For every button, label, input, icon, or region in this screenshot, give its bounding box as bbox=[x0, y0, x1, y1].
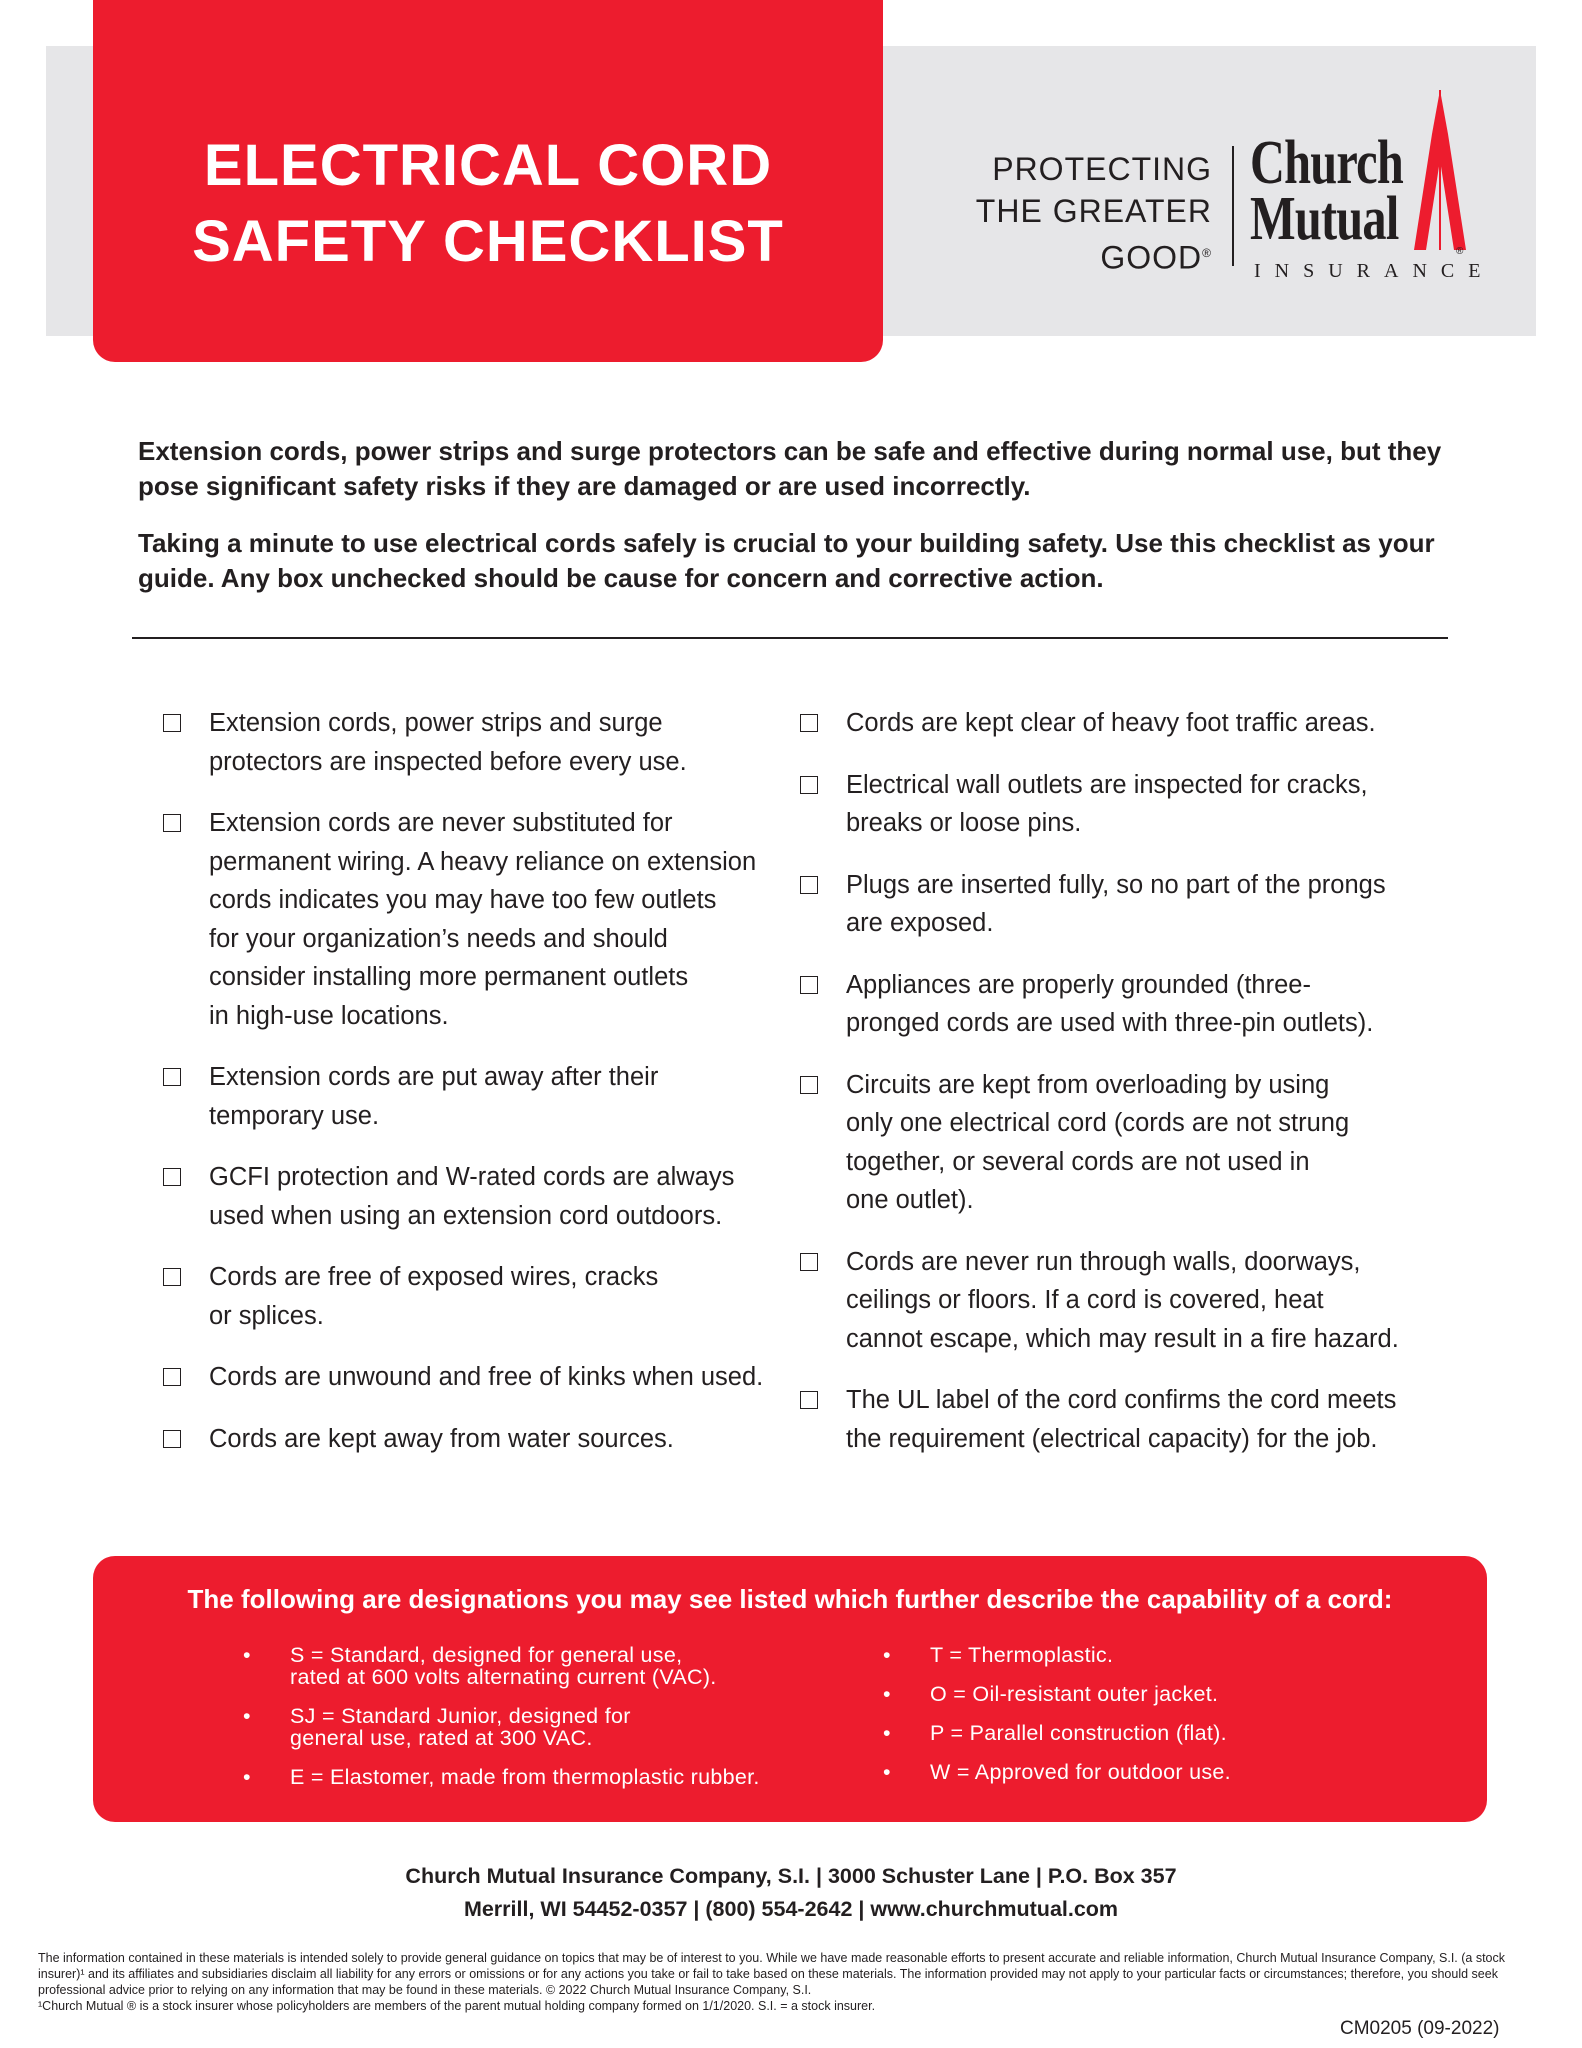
checklist-item-line: Plugs are inserted fully, so no part of the prongs bbox=[846, 870, 1386, 899]
checklist-item-line: cannot escape, which may result in a fire hazard. bbox=[846, 1324, 1399, 1353]
checklist-item bbox=[163, 704, 783, 781]
logo-divider bbox=[1232, 146, 1234, 266]
logo-reg-mark: ® bbox=[1456, 246, 1464, 257]
checklist-item-line: Extension cords are put away after their bbox=[209, 1063, 659, 1091]
checklist-item-line: in high-use locations. bbox=[209, 1001, 449, 1030]
designation-line: O = Oil-resistant outer jacket. bbox=[930, 1682, 1219, 1706]
tagline-line-3 bbox=[950, 232, 1212, 279]
checklist-item-line: are exposed. bbox=[846, 909, 994, 937]
checkbox[interactable] bbox=[800, 1253, 818, 1271]
checklist-item-line: GCFI protection and W-rated cords are always bbox=[209, 1163, 735, 1191]
checklist-item bbox=[800, 1066, 1460, 1220]
tagline-reg-mark: ® bbox=[1202, 246, 1212, 260]
church-mutual-logo bbox=[1250, 90, 1495, 290]
checklist-item bbox=[800, 966, 1460, 1043]
checklist-item bbox=[163, 1158, 783, 1235]
title-banner bbox=[93, 0, 883, 362]
tagline-line-3-text: GOOD bbox=[1100, 239, 1203, 276]
bullet-icon: • bbox=[883, 1760, 891, 1784]
address-line-1: Church Mutual Insurance Company, S.I. | 3000 Schuster Lane | P.O. Box 357 bbox=[405, 1864, 1177, 1888]
designation-line: S = Standard, designed for general use, bbox=[290, 1643, 683, 1667]
checkbox[interactable] bbox=[163, 714, 181, 732]
disclaimer-main: The information contained in these materials is intended solely to provide general guidance on topics that may be of interest to you. While we have made reasonable efforts to present accurate and reliable information, Church Mutual Insurance Company, S.I. (a stock insurer)¹ and its affiliates and subsidiaries disclaim all liability for any errors or omissions or for any actions you take or fail to take based on these materials. The information provided may not apply to your particular facts or circumstances; therefore, you should seek professional advice prior to relying on any information that may be found in these materials. © 2022 Church Mutual Insurance Company, S.I. bbox=[38, 1951, 1506, 1997]
bullet-icon: • bbox=[243, 1643, 251, 1667]
tagline-line-2: THE GREATER bbox=[975, 193, 1212, 229]
checkbox[interactable] bbox=[800, 1076, 818, 1094]
intro-paragraph-1: Extension cords, power strips and surge protectors can be safe and effective during normal use, but they pose significant safety risks if they are damaged or are used incorrectly. bbox=[138, 436, 1442, 501]
checklist-item-line: used when using an extension cord outdoors. bbox=[209, 1201, 723, 1230]
checklist-item bbox=[800, 866, 1460, 943]
designations-right-list bbox=[883, 1644, 1383, 1800]
designation-line: T = Thermoplastic. bbox=[930, 1643, 1114, 1667]
checkbox[interactable] bbox=[163, 1430, 181, 1448]
checklist-item-line: The UL label of the cord confirms the cord meets bbox=[846, 1386, 1397, 1414]
checklist-item-line: Circuits are kept from overloading by using bbox=[846, 1070, 1330, 1099]
legal-disclaimer bbox=[38, 1950, 1538, 2014]
intro-paragraph-2: Taking a minute to use electrical cords safely is crucial to your building safety. Use this checklist as your guide. Any box unchecked should be cause for concern and corrective action. bbox=[138, 528, 1435, 593]
checkbox[interactable] bbox=[800, 976, 818, 994]
designation-line: general use, rated at 300 VAC. bbox=[290, 1726, 593, 1750]
checklist-item-line: Extension cords, power strips and surge bbox=[209, 709, 663, 737]
form-number: CM0205 (09-2022) bbox=[1340, 2018, 1500, 2039]
checklist-item bbox=[800, 1381, 1460, 1458]
checklist-item bbox=[163, 1258, 783, 1335]
tagline-line-1: PROTECTING bbox=[992, 151, 1212, 187]
checklist-item-line: Extension cords are never substituted for bbox=[209, 809, 673, 837]
checkbox[interactable] bbox=[163, 814, 181, 832]
designation-item bbox=[883, 1722, 1383, 1744]
bullet-icon: • bbox=[243, 1704, 251, 1728]
designations-left-list bbox=[243, 1644, 803, 1805]
disclaimer-note: ¹Church Mutual ® is a stock insurer whose policyholders are members of the parent mutual holding company formed on 1/1/2020. S.I. = a stock insurer. bbox=[38, 1999, 876, 2013]
checklist-item-line: breaks or loose pins. bbox=[846, 809, 1082, 837]
checklist-item bbox=[800, 766, 1460, 843]
designation-line: E = Elastomer, made from thermoplastic rubber. bbox=[290, 1765, 760, 1789]
designation-item bbox=[883, 1683, 1383, 1705]
checklist-item-line: temporary use. bbox=[209, 1101, 380, 1130]
designation-line: P = Parallel construction (flat). bbox=[930, 1721, 1227, 1745]
designation-item bbox=[883, 1761, 1383, 1783]
checklist-item-line: or splices. bbox=[209, 1301, 324, 1330]
designation-line: rated at 600 volts alternating current (VAC). bbox=[290, 1665, 717, 1689]
checklist-item bbox=[800, 1243, 1460, 1359]
page-title-line-2: SAFETY CHECKLIST bbox=[192, 209, 784, 274]
designation-item bbox=[243, 1766, 803, 1788]
checklist-item-line: Cords are kept away from water sources. bbox=[209, 1424, 674, 1453]
checkbox[interactable] bbox=[800, 714, 818, 732]
checklist-item-line: Electrical wall outlets are inspected for cracks, bbox=[846, 770, 1368, 799]
checklist-item-line: consider installing more permanent outlets bbox=[209, 963, 689, 991]
bullet-icon: • bbox=[883, 1682, 891, 1706]
checklist-item-line: for your organization’s needs and should bbox=[209, 924, 668, 953]
checklist-item-line: only one electrical cord (cords are not strung bbox=[846, 1109, 1350, 1137]
steeple-icon bbox=[1410, 90, 1470, 250]
logo-word-church: Church bbox=[1250, 129, 1403, 197]
bullet-icon: • bbox=[883, 1721, 891, 1745]
checklist-item-line: together, or several cords are not used in bbox=[846, 1147, 1310, 1176]
checklist-right-column bbox=[800, 704, 1460, 1481]
tagline bbox=[950, 148, 1212, 279]
designation-item bbox=[243, 1644, 803, 1688]
designations-heading: The following are designations you may see listed which further describe the capability of a cord: bbox=[187, 1584, 1393, 1614]
designation-item bbox=[883, 1644, 1383, 1666]
company-address bbox=[0, 1860, 1582, 1926]
designation-item bbox=[243, 1705, 803, 1749]
checkbox[interactable] bbox=[800, 876, 818, 894]
checklist-item-line: Cords are never run through walls, doorways, bbox=[846, 1247, 1361, 1276]
checklist-item bbox=[163, 1058, 783, 1135]
logo-word-mutual: Mutual bbox=[1250, 185, 1399, 253]
checkbox[interactable] bbox=[163, 1368, 181, 1386]
checklist-item bbox=[163, 1420, 783, 1459]
bullet-icon: • bbox=[243, 1765, 251, 1789]
checklist-item-line: one outlet). bbox=[846, 1186, 974, 1214]
checklist-item-line: ceilings or floors. If a cord is covered, heat bbox=[846, 1286, 1324, 1314]
checklist-item-line: permanent wiring. A heavy reliance on extension bbox=[209, 847, 757, 876]
designation-line: SJ = Standard Junior, designed for bbox=[290, 1704, 631, 1728]
checklist-item-line: the requirement (electrical capacity) for the job. bbox=[846, 1424, 1378, 1453]
checkbox[interactable] bbox=[800, 776, 818, 794]
logo-word-insurance: INSURANCE bbox=[1254, 260, 1495, 282]
intro-text bbox=[138, 434, 1448, 618]
page-title bbox=[93, 128, 883, 280]
checklist-left-column bbox=[163, 704, 783, 1481]
checklist-item-line: protectors are inspected before every use. bbox=[209, 747, 687, 776]
designation-line: W = Approved for outdoor use. bbox=[930, 1760, 1231, 1784]
section-divider bbox=[132, 637, 1448, 639]
checklist-item bbox=[163, 804, 783, 1035]
checklist-item-line: Cords are kept clear of heavy foot traffic areas. bbox=[846, 709, 1376, 737]
bullet-icon: • bbox=[883, 1643, 891, 1667]
checklist-item-line: Appliances are properly grounded (three- bbox=[846, 970, 1311, 999]
checklist-item-line: pronged cords are used with three-pin outlets). bbox=[846, 1009, 1374, 1037]
checkbox[interactable] bbox=[800, 1391, 818, 1409]
page-title-line-1: ELECTRICAL CORD bbox=[203, 133, 773, 198]
checklist-item-line: Cords are free of exposed wires, cracks bbox=[209, 1263, 659, 1291]
checklist-item bbox=[800, 704, 1460, 743]
checklist-item bbox=[163, 1358, 783, 1397]
designations-panel bbox=[93, 1556, 1487, 1822]
address-line-2: Merrill, WI 54452-0357 | (800) 554-2642 | www.churchmutual.com bbox=[463, 1897, 1119, 1921]
checklist-item-line: Cords are unwound and free of kinks when used. bbox=[209, 1363, 764, 1391]
checkbox[interactable] bbox=[163, 1268, 181, 1286]
checklist-item-line: cords indicates you may have too few outlets bbox=[209, 886, 717, 914]
checkbox[interactable] bbox=[163, 1068, 181, 1086]
checkbox[interactable] bbox=[163, 1168, 181, 1186]
